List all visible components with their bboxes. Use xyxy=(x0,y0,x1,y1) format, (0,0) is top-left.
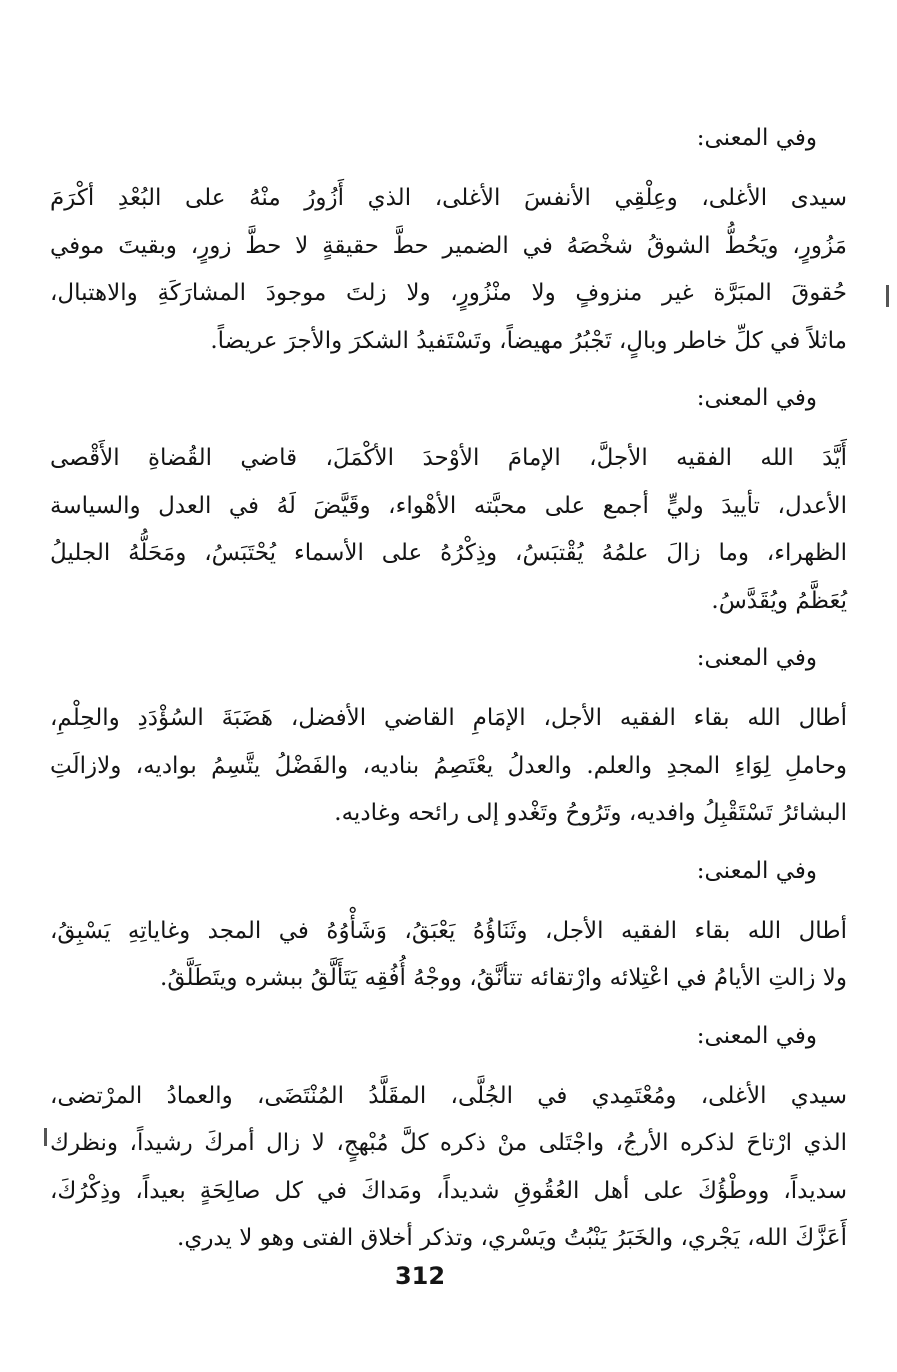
page-number: 312 xyxy=(394,1262,446,1290)
margin-mark xyxy=(886,285,889,307)
text-line: ماثلاً في كلِّ خاطر وبالٍ، تَجْبُرُ مهيضاً، وتَسْتَفيدُ الشكرَ والأجرَ عريضاً. xyxy=(210,327,847,354)
section-heading: وفي المعنى: xyxy=(696,385,817,411)
text-line: أطال الله بقاء الفقيه الأجل، الإمَامِ القاضي الأفضل، هَضَبَةَ السُؤْدَدِ والحِلْمِ، xyxy=(50,705,847,731)
text-line: الظهراء، وما زالَ علمُهُ يُقْتبَسُ، وذِكْرُهُ على الأسماء يُحْتَبَسُ، ومَحَلُّهُ الجليلُ xyxy=(50,540,847,566)
section-paragraph xyxy=(50,175,847,365)
section-heading: وفي المعنى: xyxy=(696,1022,817,1049)
text-line: سيدي الأغلى، ومُعْتَمِدي في الجُلَّى، المقَلَّدُ المُنْتَضَى، والعمادُ المرْتضى، xyxy=(50,1082,847,1109)
text-line: أَيَّدَ الله الفقيه الأجلَّ، الإمامَ الأوْحدَ الأكْمَلَ، قاضي القُضاةِ الأَقْصى xyxy=(50,445,847,471)
text-line: الأعدل، تأييدَ وليٍّ أجمع على محبَّته الأهْواء، وقَيَّضَ لَهُ في العدل والسياسة xyxy=(50,492,847,519)
section-heading: وفي المعنى: xyxy=(696,125,817,151)
section-paragraph xyxy=(50,435,847,625)
section-heading: وفي المعنى: xyxy=(696,857,817,884)
section-paragraph xyxy=(50,908,847,1003)
text-line: يُعَظَّمُ ويُقَدَّسُ. xyxy=(711,587,847,614)
text-line: ولا زالتِ الأيامُ في اعْتِلائه وارْتقائه تتأنَّقُ، ووجْهُ أُفُقِه يَتَأَلَّقُ ببشره ويتَطَلَّقُ. xyxy=(160,965,847,991)
text-line: سديداً، ووطْؤُكَ على أهل العُقُوقِ شديداً، ومَداكَ في كل صالِحَةٍ بعيداً، وذِكْرُكَ، xyxy=(50,1177,847,1204)
text-line: مَزُورٍ، ويَحُطُّ الشوقُ شخْصَهُ في الضمير حطَّ حقيقةٍ لا حطَّ زورٍ، وبقيتَ موفي xyxy=(50,232,847,259)
section-paragraph xyxy=(50,695,847,838)
section-heading: وفي المعنى: xyxy=(696,645,817,671)
text-line: وحاملِ لِوَاءِ المجدِ والعلم. والعدلُ يعْتَصِمُ بناديه، والفَضْلُ يتَّسِمُ بواديه، ولازالَتِ xyxy=(50,752,847,779)
text-line: الذي ارْتاحَ لذكره الأرجُ، واجْتَلى منْ ذكره كلَّ مُبْهجٍ، لا زال أمركَ رشيداً، ونظرك xyxy=(50,1130,847,1156)
margin-mark xyxy=(44,1128,47,1146)
page-body xyxy=(50,115,847,1273)
text-line: حُقوقَ المبَرَّة غير منزوفٍ ولا منْزُورٍ، ولا زلتَ موجودَ المشارَكَةِ والاهتبال، xyxy=(50,280,847,306)
text-line: أطال الله بقاء الفقيه الأجل، وثَنَاؤُهُ يَعْبَقُ، وَشَأْوُهُ في المجد وغاياتِهِ يَسْبِقُ، xyxy=(50,917,847,944)
text-line: البشائرُ تَسْتَقْبِلُ وافديه، وتَرُوحُ وتَغْدو إلى رائحه وغاديه. xyxy=(334,800,847,826)
text-line: سيدى الأغلى، وعِلْقِي الأنفسَ الأغلى، الذي أَزُورُ منْهُ على البُعْدِ أكْرَمَ xyxy=(50,185,847,211)
section-paragraph xyxy=(50,1073,847,1263)
text-line: أَعَزَّكَ الله، يَجْري، والخَبَرُ يَنْبُتُ ويَسْري، وتذكر أخلاق الفتى وهو لا يدري. xyxy=(177,1225,847,1251)
